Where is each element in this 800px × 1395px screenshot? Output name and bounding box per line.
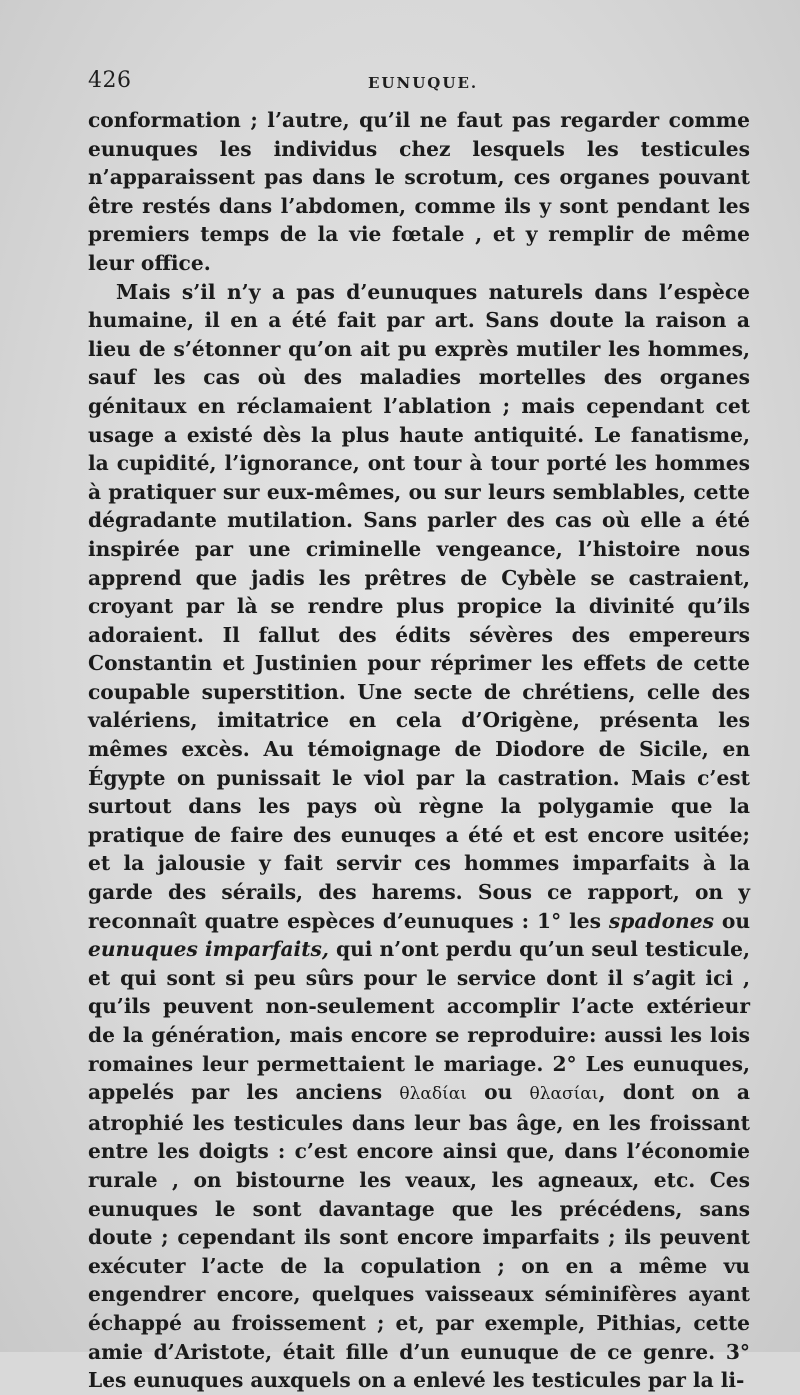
paragraph-2-seg: , dont on a atrophié les testicules dans leur bas âge, en les froissant entre les doigts : c’est encore ainsi que, dans l’économie rurale , on bistourne les veaux, les agneaux, etc. Ces eunuques le sont davantage que les précédens, sans doute ; cependant ils sont encore imparfaits ; ils peuvent exécuter l’acte de la copulation ; on en a même vu engendrer encore, quelques vaisseaux séminifères ayant échappé au froissement ; et, par exemple, Pithias, cette amie d’Aristote, était fille d’un eunuque de ce genre. 3° Les eunuques auxquels on a enlevé les testicules par la li- xyxy=(88,1080,751,1393)
page-header xyxy=(88,68,748,104)
paragraph-2-seg: qui n’ont perdu qu’un seul testicule, et qui sont si peu sûrs pour le service dont il s’agit ici , qu’ils peuvent non-seulement accomplir l’acte extérieur de la génération, mais encore se reproduire: aussi les lois romaines leur permettaient le mariage. 2° Les eunuques, appelés par les anciens xyxy=(88,937,750,1105)
greek-term-thlasiai: θλασίαι xyxy=(529,1084,599,1105)
paragraph-2-seg: ou xyxy=(713,908,750,933)
body-text xyxy=(88,106,750,1395)
greek-term-thladiai: θλαδίαι xyxy=(399,1084,467,1105)
paragraph-2 xyxy=(88,278,750,1395)
paragraph-2-seg: ou xyxy=(466,1080,530,1105)
running-head: EUNUQUE. xyxy=(368,74,479,92)
term-spadones: spadones xyxy=(608,908,714,933)
paragraph-1: conformation ; l’autre, qu’il ne faut pas regarder comme eunuques les individus chez lesquels les testicules n’apparaissent pas dans le scrotum, ces organes pouvant être restés dans l’abdomen, comme ils y sont pendant les premiers temps de la vie fœtale , et y remplir de même leur office. xyxy=(88,108,750,275)
page-number: 426 xyxy=(88,68,132,93)
paragraph-2-text: Mais s’il n’y a pas d’eunuques naturels dans l’espèce humaine, il en a été fait par art. Sans doute la raison a lieu de s’étonner qu’on ait pu exprès mutiler les hommes, sauf les cas où des maladies mortelles des organes génitaux en réclamaient l’ablation ; mais cependant cet usage a existé dès la plus haute antiquité. Le fanatisme, la cupidité, l’ignorance, ont tour à tour porté les hommes à pratiquer sur eux-mêmes, ou sur leurs semblables, cette dégradante mutilation. Sans parler des cas où elle a été inspirée par une criminelle vengeance, l’histoire nous apprend que jadis les prêtres de Cybèle se castraient, croyant par là se rendre plus propice la divinité qu’ils adoraient. Il fallut des édits sévères des empereurs Constantin et Justinien pour réprimer les effets de cette coupable superstition. Une secte de chrétiens, celle des valériens, imitatrice en cela d’Origène, présenta les mêmes excès. Au témoignage de Diodore de Sicile, en Égypte on punissait le viol par la castration. Mais c’est surtout dans les pays où règne la polygamie que la pratique de faire des eunuqes a été et est encore usitée; et la jalousie y fait servir ces hommes imparfaits à la garde des sérails, des harems. Sous ce rapport, on y reconnaît quatre espèces d’eunuques : xyxy=(88,279,750,933)
term-eunuques-imparfaits: eunuques imparfaits, xyxy=(88,937,329,962)
paragraph-2-seg: 1° les xyxy=(529,908,609,933)
